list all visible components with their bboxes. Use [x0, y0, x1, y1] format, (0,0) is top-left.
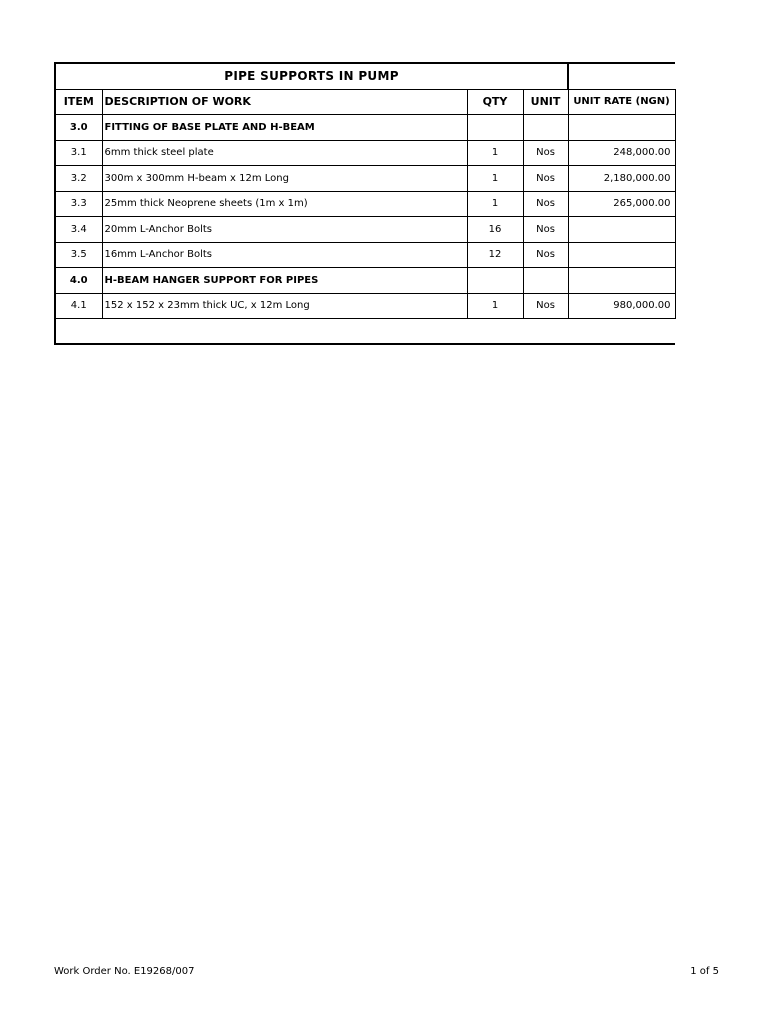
item-rate: [568, 242, 675, 268]
header-description: DESCRIPTION OF WORK: [102, 89, 467, 115]
item-rate: 248,000.00: [568, 140, 675, 166]
item-rate: [568, 115, 675, 141]
bill-of-quantities-sheet: [54, 62, 674, 345]
item-unit: Nos: [523, 217, 568, 243]
item-description: 20mm L-Anchor Bolts: [102, 217, 467, 243]
table-row: [55, 268, 675, 294]
blank-cell: [55, 319, 675, 345]
item-qty: 1: [467, 166, 523, 192]
work-order-number: Work Order No. E19268/007: [54, 966, 195, 977]
item-description: 300m x 300mm H-beam x 12m Long: [102, 166, 467, 192]
item-number: 4.0: [55, 268, 102, 294]
header-unit: UNIT: [523, 89, 568, 115]
item-qty: 12: [467, 242, 523, 268]
table-row: [55, 191, 675, 217]
item-unit: Nos: [523, 191, 568, 217]
item-description: FITTING OF BASE PLATE AND H-BEAM: [102, 115, 467, 141]
item-description: 152 x 152 x 23mm thick UC, x 12m Long: [102, 293, 467, 319]
item-number: 4.1: [55, 293, 102, 319]
header-qty: QTY: [467, 89, 523, 115]
item-unit: Nos: [523, 293, 568, 319]
blank-row: [55, 319, 675, 345]
item-qty: [467, 268, 523, 294]
table-row: [55, 293, 675, 319]
header-item: ITEM: [55, 89, 102, 115]
item-rate: 2,180,000.00: [568, 166, 675, 192]
header-row: [55, 89, 675, 115]
table-row: [55, 140, 675, 166]
table-row: [55, 115, 675, 141]
item-unit: Nos: [523, 166, 568, 192]
table-row: [55, 242, 675, 268]
item-description: 25mm thick Neoprene sheets (1m x 1m): [102, 191, 467, 217]
table-row: [55, 166, 675, 192]
item-qty: 1: [467, 191, 523, 217]
item-number: 3.4: [55, 217, 102, 243]
item-qty: [467, 115, 523, 141]
item-description: 16mm L-Anchor Bolts: [102, 242, 467, 268]
item-rate: 980,000.00: [568, 293, 675, 319]
item-number: 3.2: [55, 166, 102, 192]
item-unit: Nos: [523, 140, 568, 166]
title-blank-cell: [568, 63, 675, 89]
item-qty: 1: [467, 140, 523, 166]
page-number: 1 of 5: [690, 966, 719, 977]
item-unit: [523, 115, 568, 141]
item-number: 3.5: [55, 242, 102, 268]
pipe-supports-table: [54, 62, 676, 345]
item-rate: 265,000.00: [568, 191, 675, 217]
item-description: H-BEAM HANGER SUPPORT FOR PIPES: [102, 268, 467, 294]
item-number: 3.3: [55, 191, 102, 217]
item-rate: [568, 217, 675, 243]
item-rate: [568, 268, 675, 294]
item-description: 6mm thick steel plate: [102, 140, 467, 166]
item-number: 3.1: [55, 140, 102, 166]
header-unit-rate: UNIT RATE (NGN): [568, 89, 675, 115]
item-qty: 16: [467, 217, 523, 243]
item-qty: 1: [467, 293, 523, 319]
title-row: [55, 63, 675, 89]
item-unit: Nos: [523, 242, 568, 268]
item-unit: [523, 268, 568, 294]
table-title: PIPE SUPPORTS IN PUMP: [55, 63, 568, 89]
item-number: 3.0: [55, 115, 102, 141]
table-row: [55, 217, 675, 243]
